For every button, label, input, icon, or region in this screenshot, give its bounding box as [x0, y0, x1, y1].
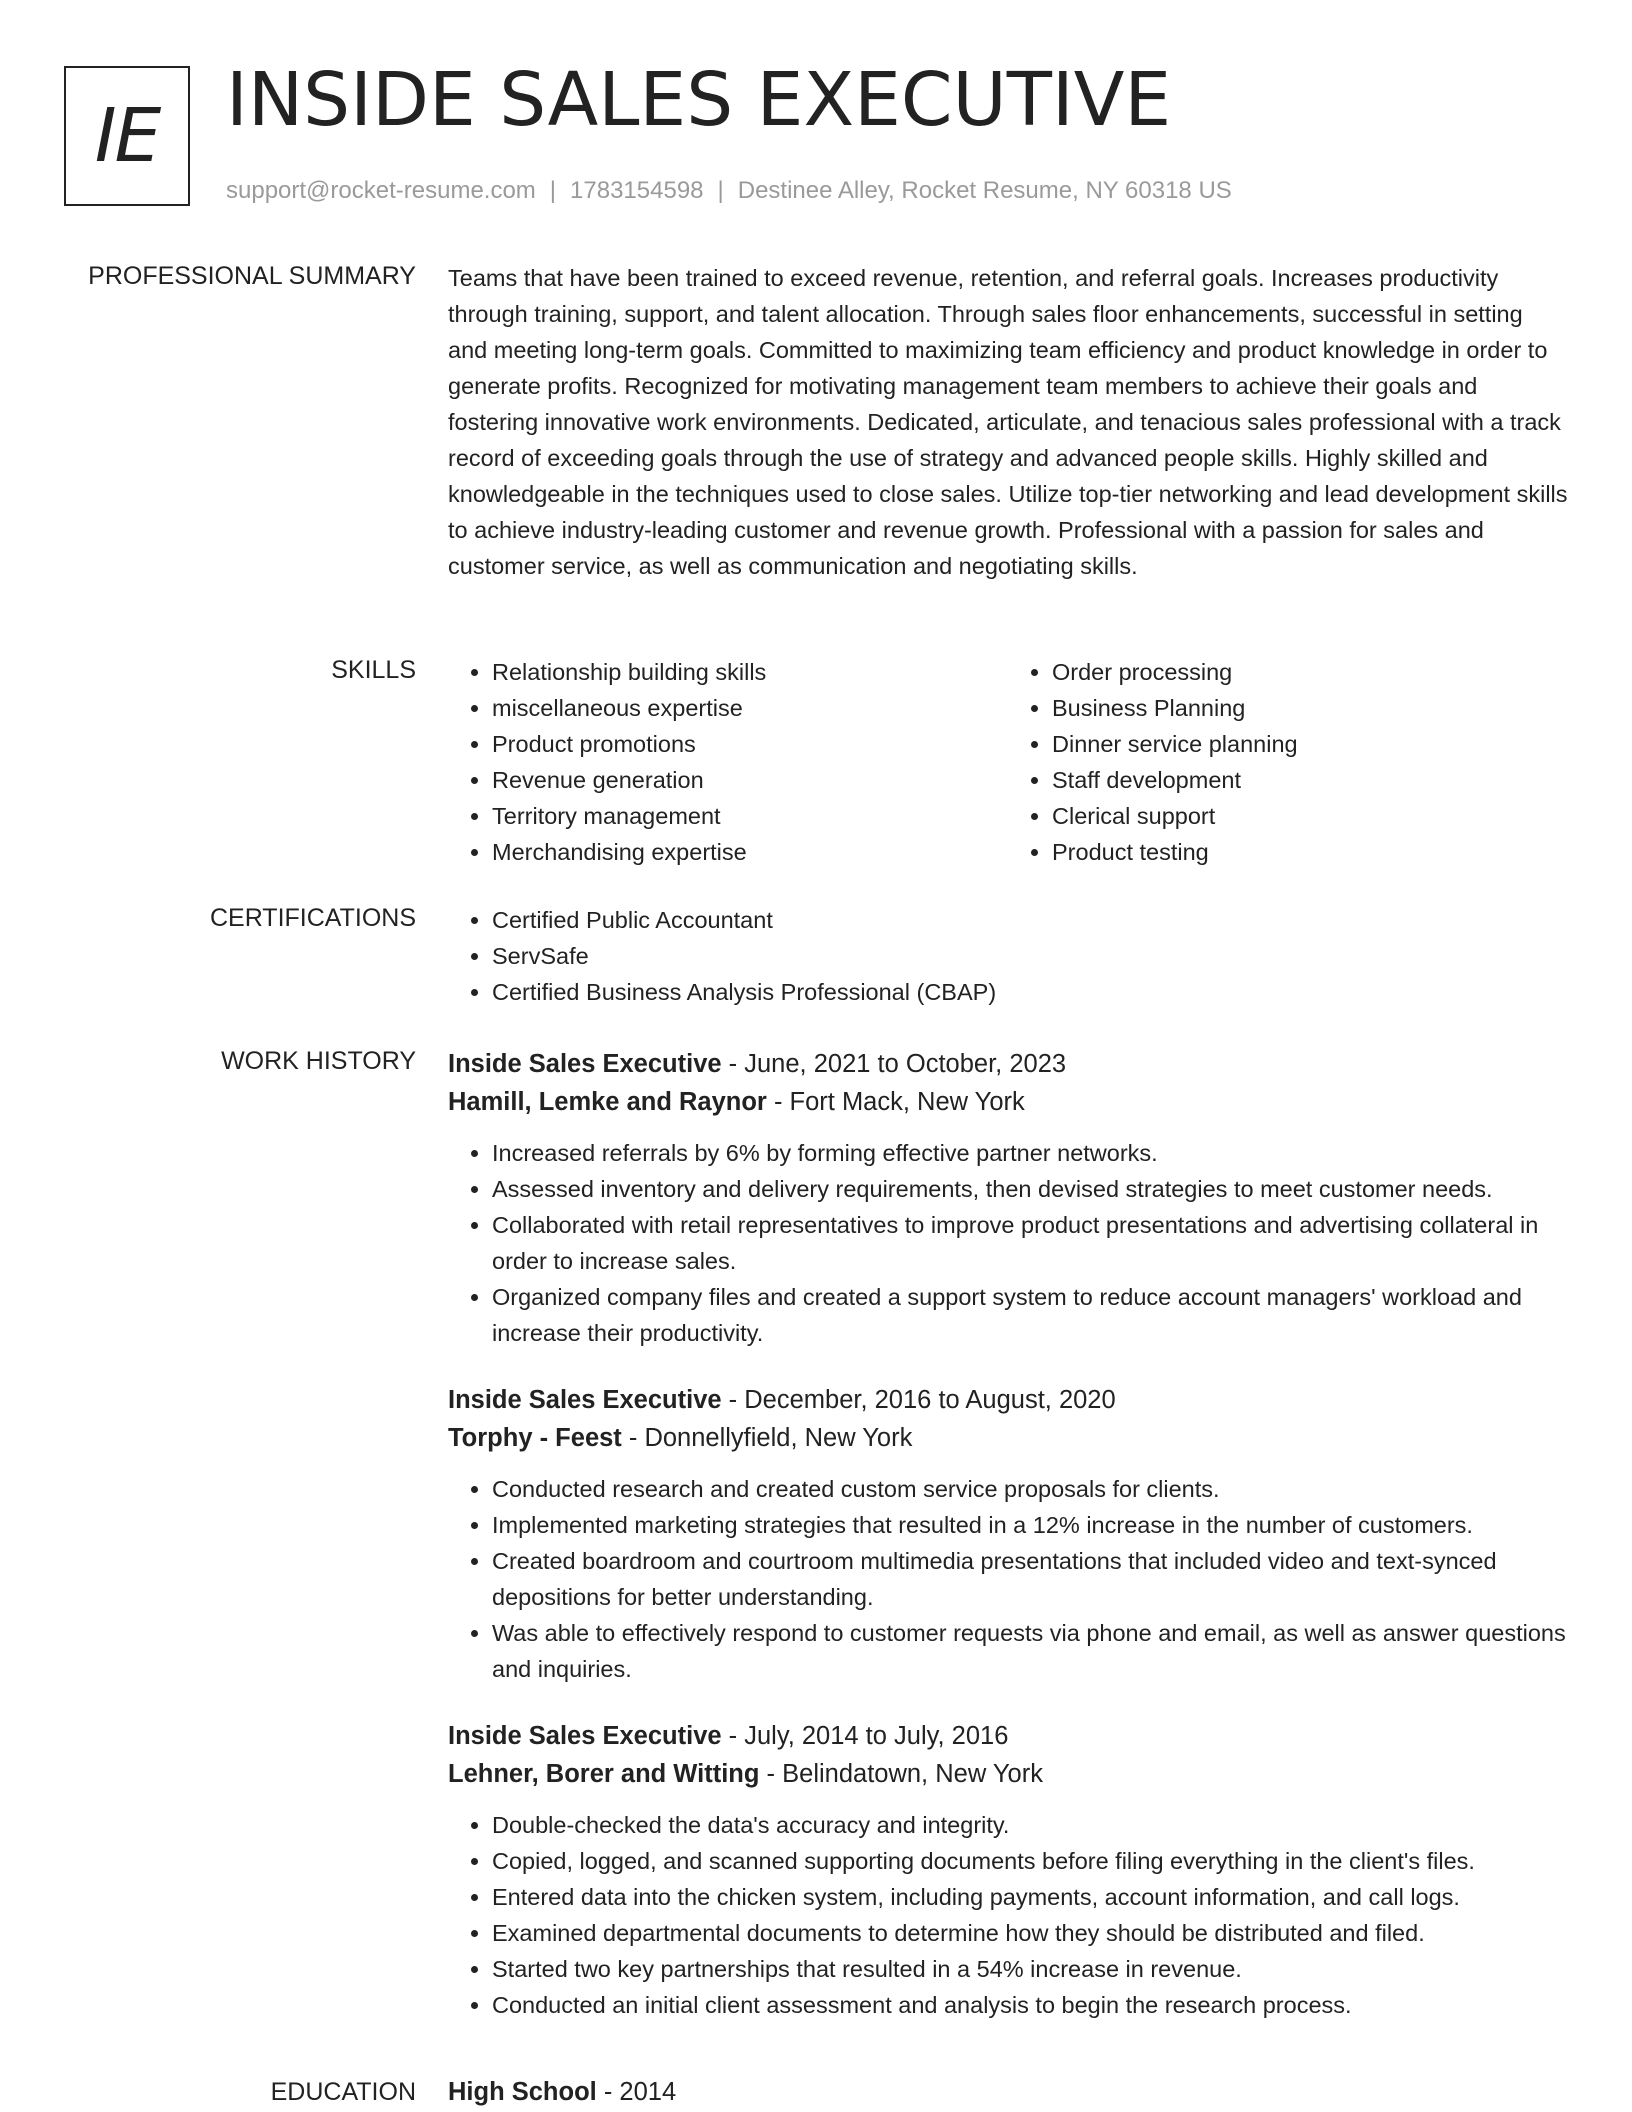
- contact-line: [226, 174, 1232, 208]
- job-bullet: • Examined departmental documents to determine how they should be distributed and filed.: [492, 1915, 1568, 1951]
- job-bullet: • Conducted research and created custom service proposals for clients.: [492, 1471, 1568, 1507]
- section-heading: EDUCATION: [270, 2078, 416, 2106]
- list-item: • Clerical support: [1052, 798, 1568, 834]
- job-bullet: • Collaborated with retail representatives to improve product presentations and advertising collateral in order to increase sales.: [492, 1207, 1568, 1279]
- job-dates: - July, 2014 to July, 2016: [721, 1722, 1009, 1750]
- list-item: • Certified Business Analysis Professional (CBAP): [492, 974, 1568, 1010]
- job-bullet: • Assessed inventory and delivery requirements, then devised strategies to meet customer needs.: [492, 1171, 1568, 1207]
- list-item: • Business Planning: [1052, 690, 1568, 726]
- job-bullet: • Was able to effectively respond to customer requests via phone and email, as well as answer questions and inquiries.: [492, 1615, 1568, 1687]
- list-item: • Order processing: [1052, 654, 1568, 690]
- skills-list-right: [1008, 654, 1568, 870]
- contact-phone: 1783154598: [570, 177, 704, 204]
- job-employer-line: [448, 1755, 1568, 1793]
- contact-separator: |: [717, 177, 724, 204]
- list-item: • Dinner service planning: [1052, 726, 1568, 762]
- job-employer: Hamill, Lemke and Raynor: [448, 1088, 767, 1116]
- job-bullet: • Increased referrals by 6% by forming effective partner networks.: [492, 1135, 1568, 1171]
- list-item: • Product promotions: [492, 726, 1008, 762]
- list-item: • Relationship building skills: [492, 654, 1008, 690]
- contact-separator: |: [549, 177, 557, 204]
- education-year: - 2014: [596, 2078, 677, 2106]
- summary-text: Teams that have been trained to exceed revenue, retention, and referral goals. Increases productivity through training, support, and talent allocation. Through sales floor enhancements, successful in setting and meeting long-term goals. Committed to maximizing team efficiency and product knowledge in order to generate profits. Recognized for motivating management team members to achieve their goals and fostering innovative work environments. Dedicated, articulate, and tenacious sales professional with a track record of exceeding goals through the use of strategy and advanced people skills. Highly skilled and knowledgeable in the techniques used to close sales. Utilize top-tier networking and lead development skills to achieve industry-leading customer and revenue growth. Professional with a passion for sales and customer service, as well as communication and negotiating skills.: [448, 265, 1568, 579]
- job-bullets: [448, 1471, 1568, 1687]
- job-bullet: • Started two key partnerships that resulted in a 54% increase in revenue.: [492, 1951, 1568, 1987]
- list-item: • ServSafe: [492, 938, 1568, 974]
- list-item: • Product testing: [1052, 834, 1568, 870]
- job-bullet: • Entered data into the chicken system, including payments, account information, and call logs.: [492, 1879, 1568, 1915]
- job-employer-line: [448, 1083, 1568, 1121]
- job-entry: [448, 1045, 1568, 1351]
- section-heading: SKILLS: [331, 656, 416, 684]
- job-bullet: • Conducted an initial client assessment and analysis to begin the research process.: [492, 1987, 1568, 2023]
- job-employer: Torphy - Feest: [448, 1424, 622, 1452]
- job-entry: [448, 1381, 1568, 1687]
- job-bullet: • Copied, logged, and scanned supporting documents before filing everything in the client's files.: [492, 1843, 1568, 1879]
- list-item: • Certified Public Accountant: [492, 902, 1568, 938]
- education-degree: High School: [448, 2078, 597, 2106]
- job-bullet: • Created boardroom and courtroom multimedia presentations that included video and text-synced depositions for better understanding.: [492, 1543, 1568, 1615]
- education-line: [448, 2073, 1568, 2111]
- contact-email: support@rocket-resume.com: [226, 177, 536, 204]
- job-bullet: • Implemented marketing strategies that resulted in a 12% increase in the number of customers.: [492, 1507, 1568, 1543]
- resume-title: INSIDE SALES EXECUTIVE: [226, 57, 1172, 143]
- job-dates: - December, 2016 to August, 2020: [721, 1386, 1116, 1414]
- job-location: - Belindatown, New York: [759, 1760, 1043, 1788]
- certifications-list: [448, 902, 1568, 1010]
- list-item: • Territory management: [492, 798, 1008, 834]
- job-entry: [448, 1717, 1568, 2023]
- list-item: • Staff development: [1052, 762, 1568, 798]
- skills-list-left: [448, 654, 1008, 870]
- job-location: - Fort Mack, New York: [766, 1088, 1025, 1116]
- section-heading: PROFESSIONAL SUMMARY: [88, 262, 416, 290]
- job-title-line: [448, 1717, 1568, 1755]
- job-dates: - June, 2021 to October, 2023: [721, 1050, 1067, 1078]
- section-heading: CERTIFICATIONS: [209, 904, 416, 932]
- monogram-logo: IE: [64, 66, 190, 206]
- section-heading: WORK HISTORY: [221, 1047, 416, 1075]
- contact-address: Destinee Alley, Rocket Resume, NY 60318 US: [737, 177, 1232, 204]
- job-bullet: • Double-checked the data's accuracy and integrity.: [492, 1807, 1568, 1843]
- job-title-line: [448, 1381, 1568, 1419]
- job-bullet: • Organized company files and created a support system to reduce account managers' workload and increase their productivity.: [492, 1279, 1568, 1351]
- job-location: - Donnellyfield, New York: [621, 1424, 913, 1452]
- job-title: Inside Sales Executive: [448, 1722, 722, 1750]
- job-title: Inside Sales Executive: [448, 1386, 722, 1414]
- list-item: • Revenue generation: [492, 762, 1008, 798]
- list-item: • Merchandising expertise: [492, 834, 1008, 870]
- job-employer-line: [448, 1419, 1568, 1457]
- jobs-container: [448, 1045, 1568, 2053]
- job-bullets: [448, 1135, 1568, 1351]
- job-title: Inside Sales Executive: [448, 1050, 722, 1078]
- job-bullets: [448, 1807, 1568, 2023]
- job-title-line: [448, 1045, 1568, 1083]
- job-employer: Lehner, Borer and Witting: [448, 1760, 760, 1788]
- list-item: • miscellaneous expertise: [492, 690, 1008, 726]
